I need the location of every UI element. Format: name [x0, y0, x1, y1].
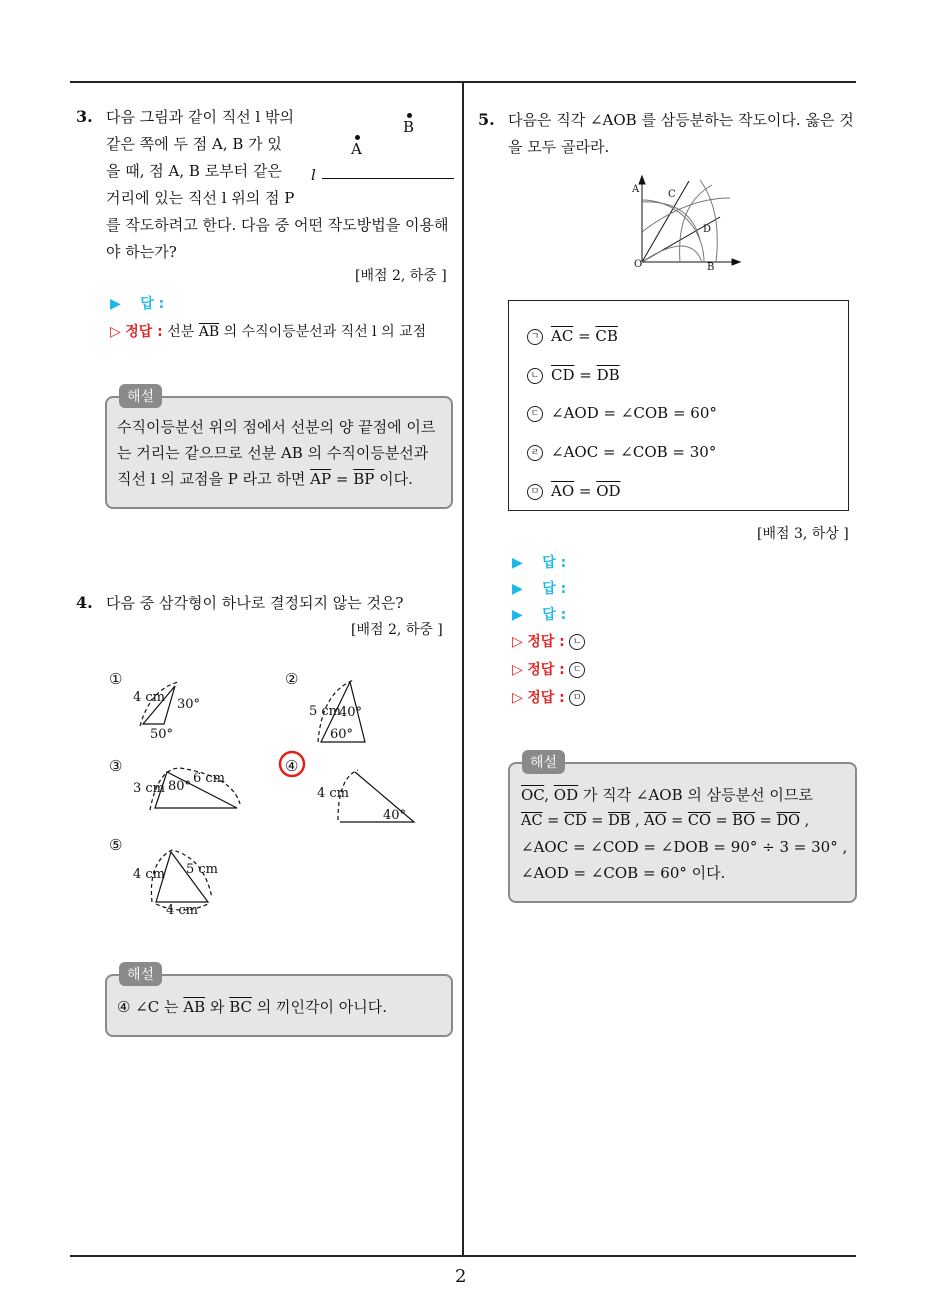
q3-exp-seg-ap: $\overline{AP}$ [310, 470, 332, 488]
q3-label-l: l [311, 166, 316, 184]
q5-exp-l1-mid: , [544, 786, 554, 804]
q5-label-d: D [703, 224, 712, 235]
q5-label-b: B [707, 262, 715, 273]
q5-correct-3 [512, 687, 593, 707]
q3-line-2: 같은 쪽에 두 점 A, B 가 있 [106, 135, 282, 153]
q5-number: 5. [478, 110, 495, 129]
q5-exp-l2-seg-db: $\overline{DB}$ [608, 813, 631, 829]
q5-explanation-tag: 해설 [522, 750, 565, 774]
q5-exp-l2-t2: = [586, 813, 609, 829]
q4-explanation-tag: 해설 [119, 962, 162, 986]
q3-line-6: 야 하는가? [106, 243, 177, 261]
q5-option-4-mark: ㄹ [527, 445, 543, 461]
q5-option-4-text: ∠AOC = ∠COB = 30° [551, 443, 717, 461]
q5-label-a: A [632, 184, 640, 195]
q5-option-2-seg-b: $\overline{DB}$ [596, 366, 620, 384]
q5-exp-seg-oc: $\overline{OC}$ [521, 786, 545, 804]
q4-opt5-mark: ⑤ [109, 836, 123, 854]
q4-opt5-side-b: 5 cm [186, 862, 219, 877]
q5-exp-l2-t7: , [799, 813, 810, 829]
q5-option-4[interactable] [527, 443, 716, 461]
q5-answer-3-label: 답 : [542, 607, 567, 623]
q4-opt4-side: 4 cm [317, 786, 350, 801]
q3-exp-line-3 [117, 466, 413, 492]
q3-line-l [322, 178, 454, 179]
q5-exp-l2-seg-co: $\overline{CO}$ [687, 813, 711, 829]
q4-opt4-angle: 40° [383, 808, 407, 823]
q5-answer-2-marker-icon: ▶ [512, 581, 523, 597]
q4-opt2-mark: ② [285, 670, 299, 688]
bottom-rule [70, 1255, 856, 1257]
q4-opt1-angle-b: 50° [150, 727, 174, 742]
q5-correct-1 [512, 631, 593, 651]
q5-answer-2 [512, 578, 566, 598]
q5-option-5-eq: = [574, 482, 597, 500]
q5-option-1-eq: = [573, 327, 596, 345]
q5-correct-1-label: 정답 : [527, 634, 565, 650]
q3-answer-label: 답 : [140, 296, 165, 312]
q3-correct-label: 정답 : [125, 324, 163, 340]
q5-exp-l2-t4: = [666, 813, 688, 829]
q3-label-a: A [351, 140, 362, 158]
q5-answer-3-marker-icon: ▶ [512, 607, 523, 623]
q5-correct-3-label: 정답 : [527, 690, 565, 706]
q4-opt1-angle-a: 30° [177, 697, 201, 712]
q5-answer-1-label: 답 : [542, 555, 567, 571]
q3-exp-line-1: 수직이등분선 위의 점에서 선분의 양 끝점에 이르 [117, 418, 436, 436]
q5-exp-l2-t1: = [542, 813, 564, 829]
q5-label-o: O [634, 259, 643, 270]
q5-option-3[interactable] [527, 404, 717, 422]
q4-opt4-mark: ④ [285, 757, 299, 775]
q4-exp-line [117, 994, 387, 1020]
q4-exp-post: 의 끼인각이 아니다. [251, 998, 387, 1016]
q5-correct-2-value: ㄷ [569, 662, 585, 678]
q5-exp-l2-seg-ao: $\overline{AO}$ [644, 813, 667, 829]
q3-correct-marker-icon: ▷ [110, 324, 121, 340]
q4-opt2-angle-b: 60° [330, 727, 354, 742]
q4-number: 4. [76, 593, 93, 612]
q3-exp-seg-bp: $\overline{BP}$ [353, 470, 375, 488]
column-divider [462, 81, 464, 1256]
q4-opt1-side: 4 cm [133, 690, 166, 705]
q3-exp-line-2: 는 거리는 같으므로 선분 AB 의 수직이등분선과 [117, 444, 429, 462]
q4-exp-seg-bc: $\overline{BC}$ [229, 998, 252, 1016]
q3-line-5: 를 작도하려고 한다. 다음 중 어떤 작도방법을 이용해 [106, 216, 449, 234]
q3-exp-line-3-pre: 직선 l 의 교점을 P 라고 하면 [117, 470, 311, 488]
q3-number: 3. [76, 107, 93, 126]
q3-line-4: 거리에 있는 직선 l 위의 점 P [106, 189, 295, 207]
q3-correct [110, 321, 426, 341]
q5-exp-l2-seg-cd: $\overline{CD}$ [563, 813, 587, 829]
q5-exp-l2-seg-ac: $\overline{AC}$ [521, 813, 543, 829]
q4-opt3-side-a: 3 cm [133, 781, 166, 796]
q5-correct-1-value: ㄴ [569, 634, 585, 650]
q5-option-1-seg-a: $\overline{AC}$ [551, 327, 574, 345]
q4-opt5-side-c: 4 cm [166, 903, 199, 918]
q5-correct-2-marker-icon: ▷ [512, 662, 523, 678]
q5-option-3-text: ∠AOD = ∠COB = 60° [551, 404, 717, 422]
q3-line-3: 을 때, 점 A, B 로부터 같은 [106, 162, 282, 180]
q5-line-1: 다음은 직각 ∠AOB 를 삼등분하는 작도이다. 옳은 것 [508, 111, 854, 129]
q5-option-5-seg-a: $\overline{AO}$ [551, 482, 575, 500]
q4-opt5-side-a: 4 cm [133, 867, 166, 882]
q5-exp-l2-t5: = [710, 813, 733, 829]
q3-answer-marker-icon: ▶ [110, 296, 121, 312]
q5-exp-line-4: ∠AOD = ∠COB = 60° 이다. [521, 864, 726, 882]
q3-exp-eq: = [331, 470, 354, 488]
q5-exp-line-1 [521, 782, 813, 808]
q5-option-2-seg-a: $\overline{CD}$ [551, 366, 575, 384]
q5-exp-l2-seg-bo: $\overline{BO}$ [732, 813, 756, 829]
q5-option-1-mark: ㄱ [527, 329, 543, 345]
q5-option-2-mark: ㄴ [527, 368, 543, 384]
q4-opt3-angle: 80° [168, 779, 192, 794]
q5-option-1-seg-b: $\overline{CB}$ [595, 327, 618, 345]
q5-correct-3-value: ㅁ [569, 690, 585, 706]
q4-exp-pre: ④ ∠C 는 [117, 998, 184, 1016]
q5-exp-l2-t3: , [630, 813, 645, 829]
q5-option-2[interactable] [527, 366, 620, 384]
q5-option-5-mark: ㅁ [527, 484, 543, 500]
q4-opt3-mark: ③ [109, 757, 123, 775]
q4-exp-mid: 와 [205, 998, 230, 1016]
q4-text: 다음 중 삼각형이 하나로 결정되지 않는 것은? [106, 594, 404, 612]
q3-score: [배점 2, 하중 ] [355, 268, 447, 284]
q5-answer-3 [512, 604, 566, 624]
q5-option-1[interactable] [527, 327, 618, 345]
q3-correct-post: 의 수직이등분선과 직선 l 의 교점 [219, 324, 427, 340]
q5-exp-l1-post: 가 직각 ∠AOB 의 삼등분선 이므로 [578, 786, 813, 804]
q3-answer [110, 293, 164, 313]
q5-answer-2-label: 답 : [542, 581, 567, 597]
q4-score: [배점 2, 하중 ] [351, 622, 443, 638]
q3-correct-pre: 선분 [167, 324, 199, 340]
q3-exp-line-3-post: 이다. [374, 470, 413, 488]
q5-exp-l2-seg-do: $\overline{DO}$ [776, 813, 800, 829]
q4-opt2-side: 5 cm [309, 704, 342, 719]
page-number: 2 [455, 1266, 467, 1287]
q5-answer-1-marker-icon: ▶ [512, 555, 523, 571]
q3-correct-seg: $\overline{AB}$ [198, 324, 220, 340]
q5-option-5[interactable] [527, 482, 621, 500]
q5-exp-line-2 [521, 808, 809, 834]
q5-exp-line-3: ∠AOC = ∠COD = ∠DOB = 90° ÷ 3 = 30° , [521, 838, 848, 856]
q5-correct-3-marker-icon: ▷ [512, 690, 523, 706]
q5-option-5-seg-b: $\overline{OD}$ [596, 482, 621, 500]
q5-correct-2 [512, 659, 593, 679]
q5-label-c: C [668, 189, 676, 200]
q5-option-3-mark: ㄷ [527, 406, 543, 422]
q4-exp-seg-ab: $\overline{AB}$ [183, 998, 206, 1016]
q5-correct-1-marker-icon: ▷ [512, 634, 523, 650]
q4-opt1-mark: ① [109, 670, 123, 688]
q5-score: [배점 3, 하상 ] [757, 526, 849, 542]
q4-opt3-side-b: 6 cm [193, 771, 226, 786]
q3-explanation-tag: 해설 [119, 384, 162, 408]
q3-label-b: B [403, 118, 415, 136]
q5-line-2: 을 모두 골라라. [508, 138, 610, 156]
q5-exp-seg-od: $\overline{OD}$ [553, 786, 579, 804]
q5-exp-l2-t6: = [755, 813, 777, 829]
q4-opt2-angle-a: 40° [339, 705, 363, 720]
q5-correct-2-label: 정답 : [527, 662, 565, 678]
q5-option-2-eq: = [574, 366, 597, 384]
q5-answer-1 [512, 552, 566, 572]
q3-line-1: 다음 그림과 같이 직선 l 밖의 [106, 108, 295, 126]
